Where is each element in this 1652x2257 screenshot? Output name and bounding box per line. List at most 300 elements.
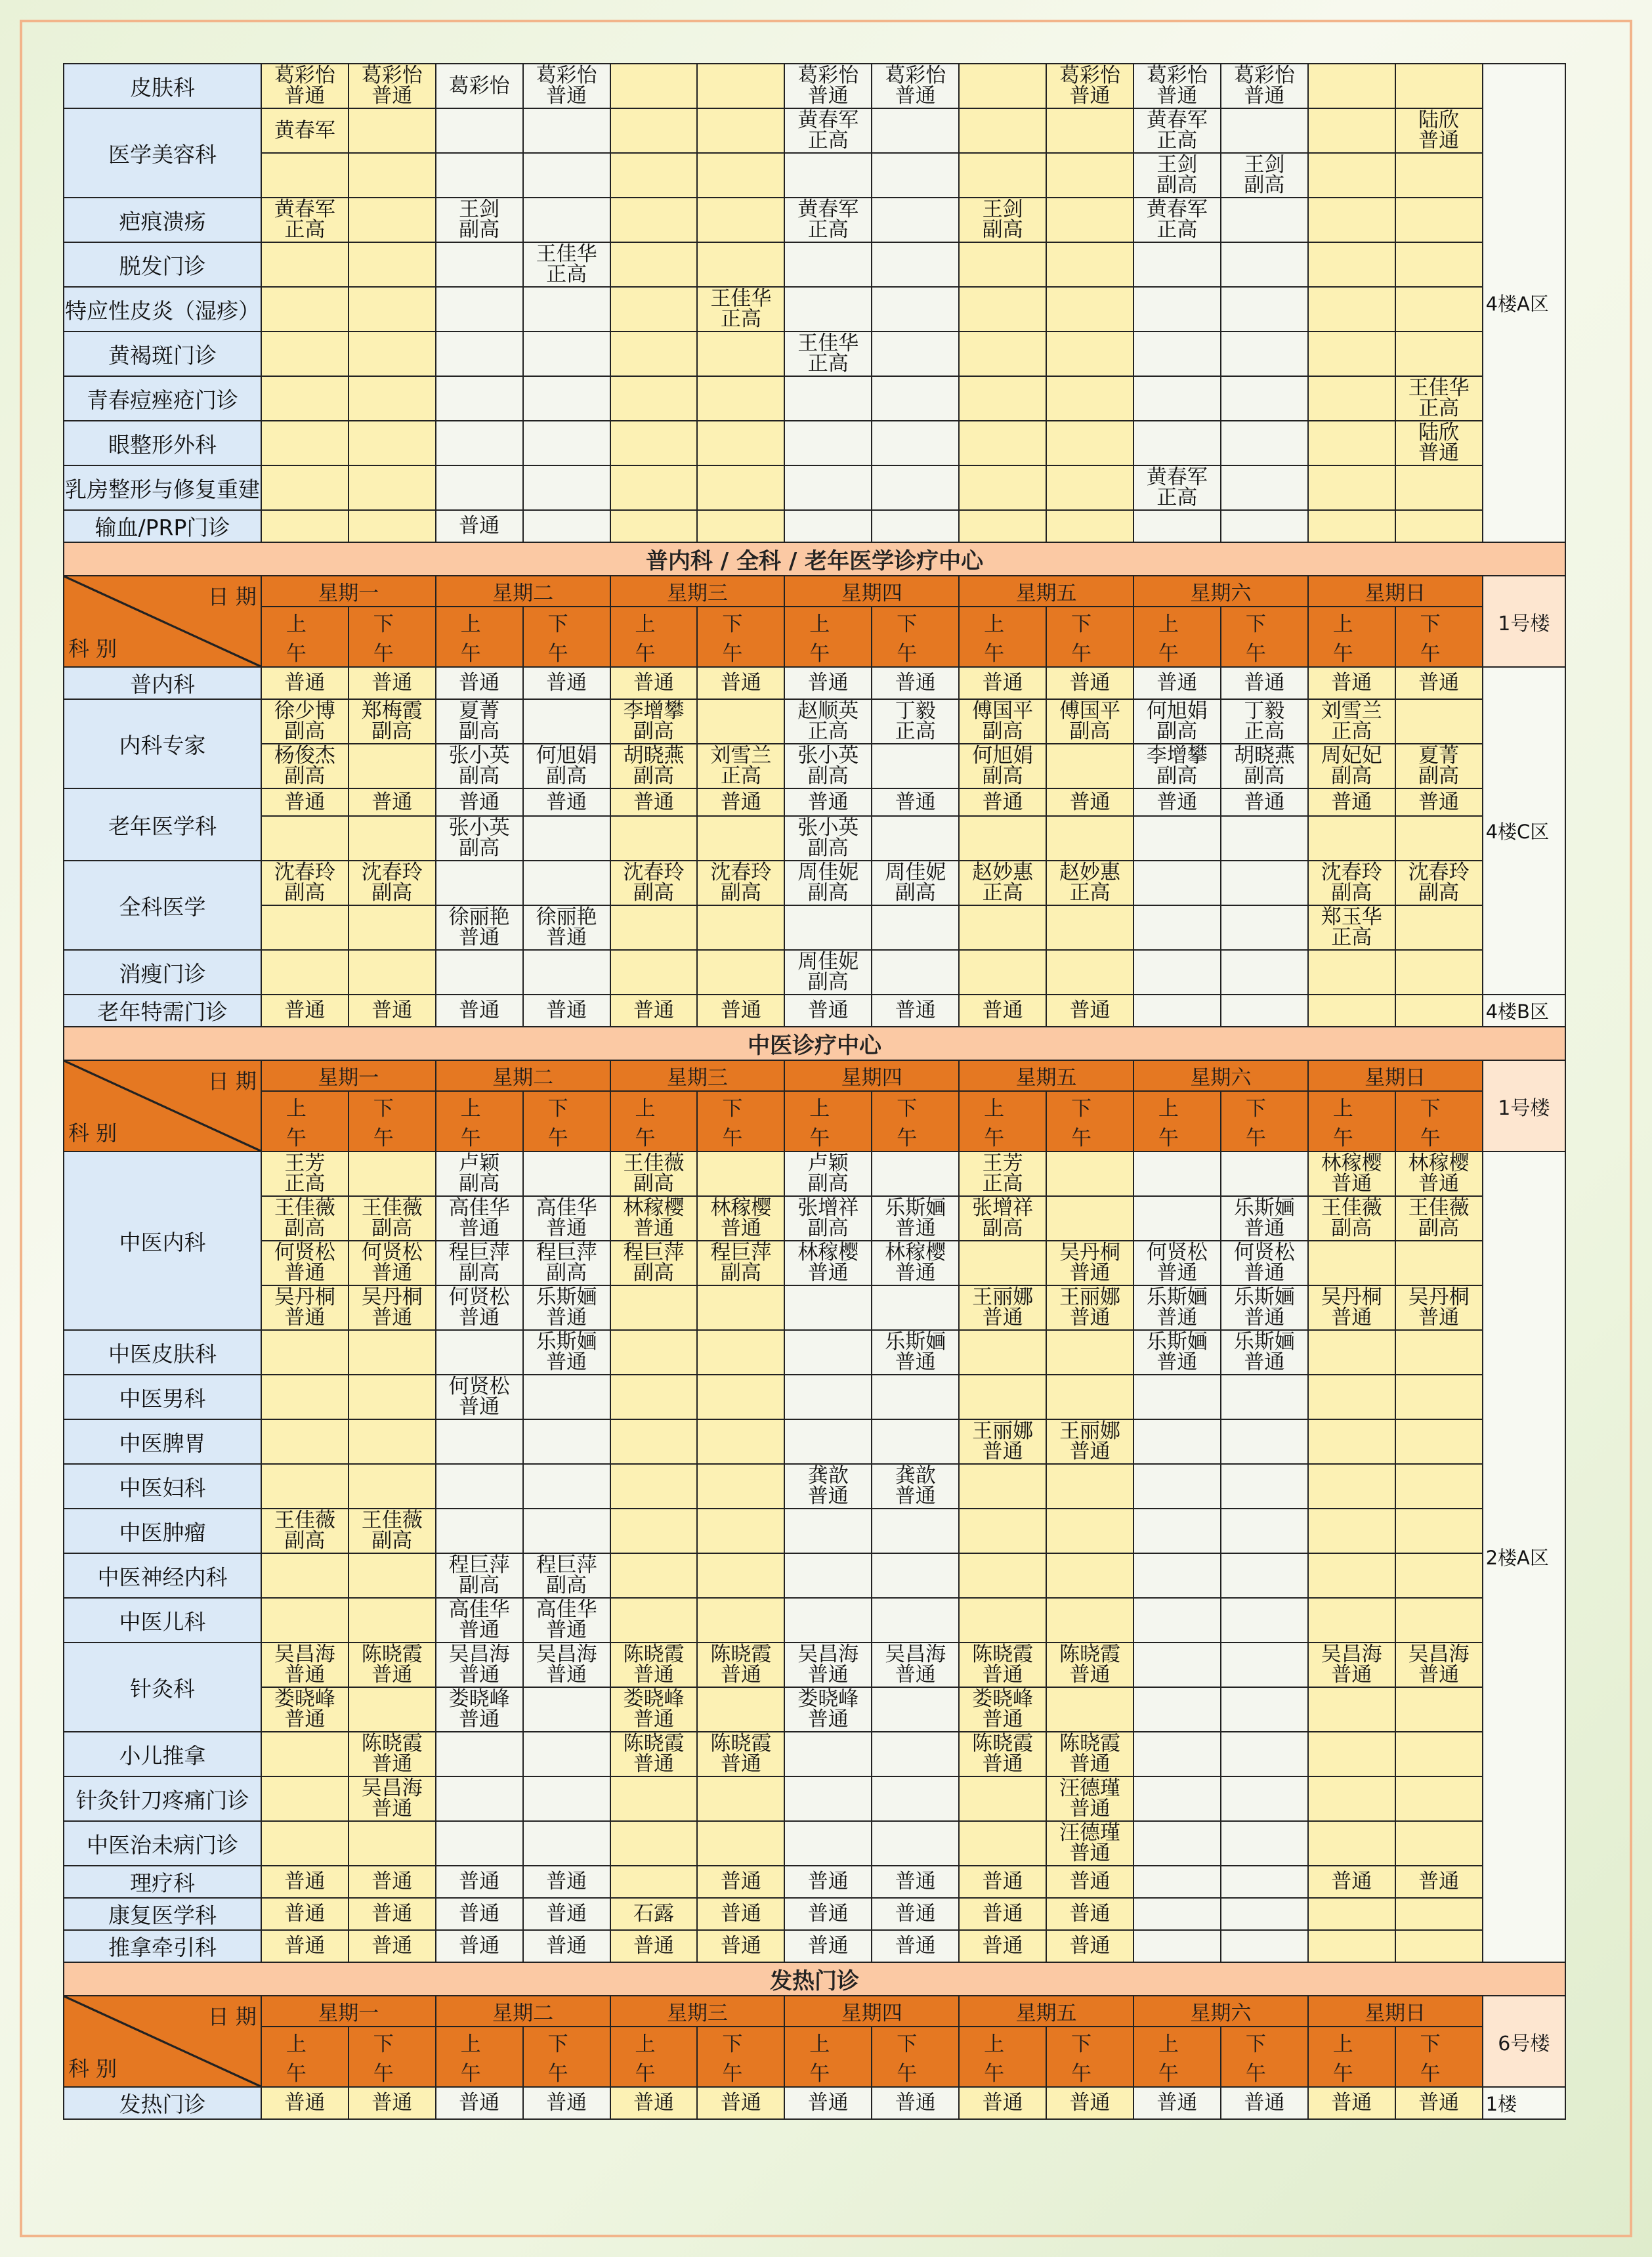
- schedule-cell: [872, 744, 959, 788]
- schedule-cell: [261, 64, 349, 108]
- doctor-entry: 普通: [459, 790, 500, 814]
- schedule-cell: [959, 1330, 1046, 1375]
- section-title: 中医诊疗中心: [64, 1027, 1565, 1060]
- doctor-entry: 周佳妮 副高: [885, 861, 946, 905]
- doctor-entry: 普通: [1244, 2091, 1285, 2115]
- schedule-cell: [610, 64, 698, 108]
- doctor-entry: 王丽娜 普通: [972, 1285, 1034, 1329]
- schedule-cell: [261, 1330, 349, 1375]
- schedule-cell: [523, 1464, 610, 1509]
- schedule-cell: [1395, 905, 1483, 950]
- schedule-cell: [436, 816, 523, 861]
- schedule-cell: [1395, 861, 1483, 905]
- schedule-cell: [1046, 1598, 1133, 1643]
- doctor-entry: 王佳薇 副高: [1408, 1196, 1470, 1240]
- doctor-entry: 徐丽艳 普通: [448, 905, 510, 949]
- schedule-cell: [610, 1598, 698, 1643]
- schedule-cell: [1308, 510, 1395, 542]
- day-header: 星期六: [1133, 576, 1308, 607]
- doctor-entry: 普通: [982, 2091, 1023, 2115]
- schedule-cell: [349, 861, 436, 905]
- doctor-entry: 普通: [371, 1870, 413, 1893]
- doctor-entry: 吴昌海 普通: [536, 1643, 597, 1687]
- schedule-cell: [349, 1330, 436, 1375]
- schedule-cell: [1046, 816, 1133, 861]
- schedule-cell: [261, 788, 349, 816]
- schedule-cell: [959, 1553, 1046, 1598]
- schedule-cell: [261, 995, 349, 1027]
- schedule-cell: [784, 242, 872, 287]
- doctor-entry: 程巨萍 副高: [536, 1241, 597, 1285]
- schedule-cell: [610, 1196, 698, 1241]
- schedule-row: [64, 995, 1565, 1027]
- schedule-cell: [1308, 287, 1395, 332]
- schedule-cell: [261, 1821, 349, 1866]
- schedule-cell: [697, 995, 784, 1027]
- schedule-cell: [1308, 332, 1395, 376]
- schedule-cell: [1308, 1553, 1395, 1598]
- schedule-cell: [436, 1196, 523, 1241]
- schedule-cell: [1046, 332, 1133, 376]
- building-label: 1号楼: [1483, 576, 1565, 667]
- schedule-cell: [697, 744, 784, 788]
- doctor-entry: 普通: [371, 1934, 413, 1958]
- schedule-cell: [1221, 667, 1308, 699]
- schedule-cell: [261, 699, 349, 744]
- schedule-cell: [436, 1285, 523, 1330]
- doctor-entry: 普通: [807, 790, 849, 814]
- schedule-cell: [959, 744, 1046, 788]
- schedule-cell: [959, 1509, 1046, 1553]
- schedule-row: [64, 2087, 1565, 2119]
- schedule-cell: [872, 861, 959, 905]
- schedule-cell: [1308, 2087, 1395, 2119]
- schedule-cell: [1046, 699, 1133, 744]
- schedule-cell: [697, 699, 784, 744]
- department-name: 中医治未病门诊: [64, 1821, 261, 1866]
- header-day-label: 日 期: [207, 584, 257, 609]
- doctor-entry: 程巨萍 副高: [536, 1553, 597, 1597]
- schedule-cell: [436, 153, 523, 198]
- schedule-cell: [349, 816, 436, 861]
- doctor-entry: 吴昌海 普通: [797, 1643, 859, 1687]
- day-header: 星期五: [959, 576, 1133, 607]
- schedule-cell: [610, 1898, 698, 1930]
- schedule-cell: [1221, 1598, 1308, 1643]
- schedule-cell: [610, 1375, 698, 1419]
- schedule-cell: [959, 1598, 1046, 1643]
- schedule-cell: [1221, 1419, 1308, 1464]
- doctor-entry: 杨俊杰 副高: [274, 744, 335, 788]
- schedule-cell: [1133, 1643, 1221, 1687]
- schedule-cell: [1221, 1821, 1308, 1866]
- schedule-cell: [1308, 1285, 1395, 1330]
- schedule-cell: [261, 198, 349, 242]
- schedule-cell: [697, 242, 784, 287]
- schedule-cell: [1308, 816, 1395, 861]
- schedule-cell: [1133, 699, 1221, 744]
- pm-header: 下 午: [349, 1091, 436, 1151]
- schedule-cell: [1308, 1598, 1395, 1643]
- schedule-cell: [1046, 788, 1133, 816]
- doctor-entry: 王佳薇 副高: [361, 1196, 423, 1240]
- pm-header: 下 午: [1395, 1091, 1483, 1151]
- schedule-cell: [784, 1930, 872, 1962]
- schedule-cell: [1221, 1687, 1308, 1732]
- schedule-cell: [610, 1241, 698, 1285]
- schedule-cell: [610, 1464, 698, 1509]
- doctor-entry: 高佳华 普通: [448, 1196, 510, 1240]
- location-label: 4楼B区: [1483, 995, 1565, 1027]
- schedule-cell: [436, 861, 523, 905]
- schedule-cell: [697, 153, 784, 198]
- schedule-cell: [1046, 1330, 1133, 1375]
- schedule-cell: [523, 1375, 610, 1419]
- schedule-cell: [610, 1866, 698, 1898]
- doctor-entry: 程巨萍 副高: [710, 1241, 772, 1285]
- schedule-cell: [1133, 510, 1221, 542]
- schedule-cell: [697, 1930, 784, 1962]
- schedule-cell: [1395, 1930, 1483, 1962]
- schedule-cell: [349, 1598, 436, 1643]
- schedule-page: [63, 63, 1566, 2120]
- doctor-entry: 普通: [1418, 790, 1460, 814]
- schedule-cell: [872, 287, 959, 332]
- schedule-cell: [1308, 421, 1395, 465]
- schedule-cell: [959, 198, 1046, 242]
- schedule-cell: [1395, 1598, 1483, 1643]
- doctor-entry: 胡晓燕 副高: [623, 744, 685, 788]
- am-header: 上 午: [261, 1091, 349, 1151]
- schedule-cell: [784, 2087, 872, 2119]
- schedule-cell: [1308, 950, 1395, 995]
- header-dept-label: 科 别: [68, 1121, 117, 1146]
- schedule-cell: [261, 950, 349, 995]
- day-header: 星期四: [784, 576, 959, 607]
- schedule-cell: [1221, 1464, 1308, 1509]
- schedule-cell: [1221, 465, 1308, 510]
- schedule-cell: [261, 108, 349, 153]
- day-header: 星期三: [610, 576, 785, 607]
- schedule-cell: [1046, 667, 1133, 699]
- schedule-cell: [1395, 510, 1483, 542]
- am-header: 上 午: [1308, 1091, 1395, 1151]
- schedule-cell: [610, 1151, 698, 1196]
- schedule-cell: [1046, 1643, 1133, 1687]
- schedule-cell: [1395, 1285, 1483, 1330]
- schedule-cell: [1046, 1898, 1133, 1930]
- schedule-cell: [349, 1643, 436, 1687]
- schedule-cell: [697, 1509, 784, 1553]
- doctor-entry: 陈晓霞 普通: [1059, 1643, 1121, 1687]
- schedule-cell: [610, 1776, 698, 1821]
- schedule-cell: [436, 744, 523, 788]
- schedule-cell: [1133, 905, 1221, 950]
- doctor-entry: 普通: [720, 1934, 761, 1958]
- doctor-entry: 黄春军 正高: [797, 108, 859, 152]
- schedule-cell: [1395, 667, 1483, 699]
- doctor-entry: 普通: [1156, 671, 1198, 695]
- location-label: 4楼C区: [1483, 667, 1565, 995]
- schedule-cell: [784, 198, 872, 242]
- schedule-cell: [523, 699, 610, 744]
- schedule-cell: [523, 1553, 610, 1598]
- schedule-cell: [1395, 1643, 1483, 1687]
- doctor-entry: 吴丹桐 普通: [1059, 1241, 1121, 1285]
- schedule-cell: [436, 108, 523, 153]
- doctor-entry: 黄春军 正高: [1146, 465, 1208, 509]
- day-header-row: [64, 1060, 1565, 1091]
- doctor-entry: 普通: [1331, 2091, 1372, 2115]
- pm-header: 下 午: [1046, 607, 1133, 667]
- day-header: 星期日: [1308, 1060, 1483, 1091]
- day-header: 星期二: [436, 1060, 610, 1091]
- schedule-cell: [1046, 198, 1133, 242]
- schedule-cell: [1308, 1732, 1395, 1776]
- schedule-cell: [436, 421, 523, 465]
- schedule-cell: [697, 376, 784, 421]
- schedule-cell: [784, 1643, 872, 1687]
- pm-header: 下 午: [1395, 2027, 1483, 2087]
- schedule-cell: [349, 1898, 436, 1930]
- schedule-cell: [872, 421, 959, 465]
- doctor-entry: 普通: [1069, 1902, 1111, 1925]
- day-header: 星期五: [959, 1060, 1133, 1091]
- schedule-cell: [261, 1285, 349, 1330]
- doctor-entry: 赵顺英 正高: [797, 699, 859, 743]
- schedule-cell: [1221, 861, 1308, 905]
- schedule-cell: [1308, 1330, 1395, 1375]
- schedule-cell: [1046, 510, 1133, 542]
- section-title: 发热门诊: [64, 1962, 1565, 1996]
- doctor-entry: 高佳华 普通: [536, 1196, 597, 1240]
- schedule-cell: [436, 1330, 523, 1375]
- schedule-row: [64, 287, 1565, 332]
- schedule-cell: [523, 198, 610, 242]
- doctor-entry: 傅国平 副高: [972, 699, 1034, 743]
- department-name: 中医神经内科: [64, 1553, 261, 1598]
- schedule-cell: [1221, 2087, 1308, 2119]
- schedule-cell: [261, 905, 349, 950]
- doctor-entry: 徐丽艳 普通: [536, 905, 597, 949]
- schedule-cell: [1221, 153, 1308, 198]
- schedule-cell: [784, 153, 872, 198]
- schedule-cell: [1308, 1241, 1395, 1285]
- schedule-cell: [784, 1776, 872, 1821]
- am-header: 上 午: [1308, 607, 1395, 667]
- schedule-cell: [610, 376, 698, 421]
- doctor-entry: 卢颖 副高: [807, 1151, 849, 1195]
- schedule-cell: [1221, 108, 1308, 153]
- doctor-entry: 普通: [720, 790, 761, 814]
- doctor-entry: 普通: [807, 999, 849, 1022]
- doctor-entry: 何贤松 普通: [448, 1375, 510, 1419]
- schedule-cell: [872, 198, 959, 242]
- doctor-entry: 汪德瑾 普通: [1059, 1821, 1121, 1865]
- doctor-entry: 普通: [371, 790, 413, 814]
- doctor-entry: 娄晓峰 普通: [797, 1687, 859, 1731]
- doctor-entry: 普通: [1069, 999, 1111, 1022]
- header-dept-label: 科 别: [68, 636, 117, 661]
- schedule-cell: [1221, 1196, 1308, 1241]
- doctor-entry: 普通: [546, 999, 587, 1022]
- department-name: 老年医学科: [64, 788, 261, 861]
- am-header: 上 午: [1133, 2027, 1221, 2087]
- schedule-cell: [784, 332, 872, 376]
- schedule-cell: [1133, 1898, 1221, 1930]
- doctor-entry: 乐斯婳 普通: [1233, 1330, 1295, 1374]
- am-header: 上 午: [959, 607, 1046, 667]
- doctor-entry: 葛彩怡 普通: [1146, 64, 1208, 108]
- schedule-cell: [610, 108, 698, 153]
- schedule-cell: [784, 995, 872, 1027]
- schedule-cell: [523, 1866, 610, 1898]
- schedule-cell: [1046, 1553, 1133, 1598]
- schedule-cell: [349, 667, 436, 699]
- schedule-cell: [697, 1553, 784, 1598]
- doctor-entry: 普通: [982, 1934, 1023, 1958]
- schedule-cell: [610, 1509, 698, 1553]
- schedule-cell: [610, 421, 698, 465]
- schedule-cell: [523, 2087, 610, 2119]
- doctor-entry: 葛彩怡 普通: [536, 64, 597, 108]
- doctor-entry: 张小英 副高: [797, 744, 859, 788]
- doctor-entry: 郑玉华 正高: [1321, 905, 1382, 949]
- schedule-cell: [959, 1375, 1046, 1419]
- schedule-cell: [697, 287, 784, 332]
- doctor-entry: 陆欣 普通: [1418, 108, 1460, 152]
- schedule-cell: [784, 905, 872, 950]
- doctor-entry: 普通: [633, 2091, 674, 2115]
- schedule-cell: [523, 816, 610, 861]
- schedule-cell: [1308, 699, 1395, 744]
- schedule-cell: [523, 1419, 610, 1464]
- doctor-entry: 乐斯婳 普通: [1146, 1285, 1208, 1329]
- schedule-cell: [1133, 1330, 1221, 1375]
- doctor-entry: 普通: [1418, 1870, 1460, 1893]
- am-header: 上 午: [959, 2027, 1046, 2087]
- doctor-entry: 吴丹桐 普通: [1321, 1285, 1382, 1329]
- schedule-row: [64, 1375, 1565, 1419]
- doctor-entry: 普通: [459, 671, 500, 695]
- schedule-cell: [697, 1285, 784, 1330]
- doctor-entry: 普通: [459, 999, 500, 1022]
- schedule-cell: [872, 995, 959, 1027]
- schedule-cell: [1395, 699, 1483, 744]
- department-name: 皮肤科: [64, 64, 261, 108]
- schedule-cell: [872, 1196, 959, 1241]
- doctor-entry: 陆欣 普通: [1418, 421, 1460, 465]
- doctor-entry: 林稼樱 普通: [797, 1241, 859, 1285]
- section-title-row: [64, 1962, 1565, 1996]
- doctor-entry: 普通: [1244, 671, 1285, 695]
- schedule-row: [64, 667, 1565, 699]
- schedule-row: [64, 1866, 1565, 1898]
- schedule-row: [64, 699, 1565, 744]
- doctor-entry: 普通: [720, 671, 761, 695]
- schedule-cell: [1308, 788, 1395, 816]
- schedule-cell: [872, 816, 959, 861]
- schedule-cell: [1395, 64, 1483, 108]
- schedule-row: [64, 1776, 1565, 1821]
- am-header: 上 午: [784, 607, 872, 667]
- schedule-cell: [436, 1930, 523, 1962]
- schedule-cell: [1133, 1687, 1221, 1732]
- schedule-cell: [1308, 198, 1395, 242]
- schedule-cell: [1221, 1776, 1308, 1821]
- doctor-entry: 普通: [895, 2091, 936, 2115]
- schedule-cell: [784, 510, 872, 542]
- schedule-cell: [1395, 465, 1483, 510]
- schedule-cell: [959, 1196, 1046, 1241]
- doctor-entry: 普通: [459, 1870, 500, 1893]
- pm-header: 下 午: [1221, 1091, 1308, 1151]
- day-header: 星期日: [1308, 576, 1483, 607]
- schedule-cell: [959, 1687, 1046, 1732]
- schedule-row: [64, 1732, 1565, 1776]
- schedule-cell: [872, 1598, 959, 1643]
- schedule-cell: [523, 1643, 610, 1687]
- schedule-cell: [261, 1643, 349, 1687]
- pm-header: 下 午: [349, 2027, 436, 2087]
- schedule-row: [64, 1930, 1565, 1962]
- doctor-entry: 林稼樱 普通: [1408, 1151, 1470, 1195]
- schedule-cell: [436, 332, 523, 376]
- doctor-entry: 张增祥 副高: [797, 1196, 859, 1240]
- day-header: 星期四: [784, 1060, 959, 1091]
- doctor-entry: 陈晓霞 普通: [361, 1643, 423, 1687]
- doctor-entry: 普通: [546, 1902, 587, 1925]
- schedule-cell: [697, 816, 784, 861]
- doctor-entry: 何贤松 普通: [361, 1241, 423, 1285]
- schedule-cell: [1046, 242, 1133, 287]
- schedule-cell: [436, 788, 523, 816]
- schedule-cell: [610, 1553, 698, 1598]
- schedule-cell: [1308, 1930, 1395, 1962]
- schedule-cell: [436, 1553, 523, 1598]
- doctor-entry: 普通: [1156, 790, 1198, 814]
- doctor-entry: 胡晓燕 副高: [1233, 744, 1295, 788]
- schedule-cell: [261, 667, 349, 699]
- pm-header: 下 午: [697, 607, 784, 667]
- schedule-cell: [697, 332, 784, 376]
- department-name: 特应性皮炎（湿疹）: [64, 287, 261, 332]
- schedule-row: [64, 1643, 1565, 1687]
- schedule-cell: [872, 1330, 959, 1375]
- schedule-cell: [1395, 950, 1483, 995]
- day-header: 星期六: [1133, 1060, 1308, 1091]
- schedule-cell: [872, 1776, 959, 1821]
- schedule-row: [64, 950, 1565, 995]
- schedule-cell: [523, 421, 610, 465]
- doctor-entry: 王剑 副高: [1156, 153, 1198, 197]
- schedule-cell: [436, 510, 523, 542]
- schedule-cell: [436, 1509, 523, 1553]
- schedule-cell: [872, 376, 959, 421]
- schedule-row: [64, 861, 1565, 905]
- schedule-cell: [1133, 861, 1221, 905]
- doctor-entry: 普通: [895, 1902, 936, 1925]
- doctor-entry: 普通: [807, 671, 849, 695]
- schedule-cell: [872, 1553, 959, 1598]
- doctor-entry: 普通: [371, 671, 413, 695]
- doctor-entry: 王佳华 正高: [710, 287, 772, 331]
- schedule-cell: [784, 1330, 872, 1375]
- doctor-entry: 普通: [633, 999, 674, 1022]
- schedule-cell: [1046, 861, 1133, 905]
- schedule-cell: [1395, 995, 1483, 1027]
- schedule-cell: [436, 2087, 523, 2119]
